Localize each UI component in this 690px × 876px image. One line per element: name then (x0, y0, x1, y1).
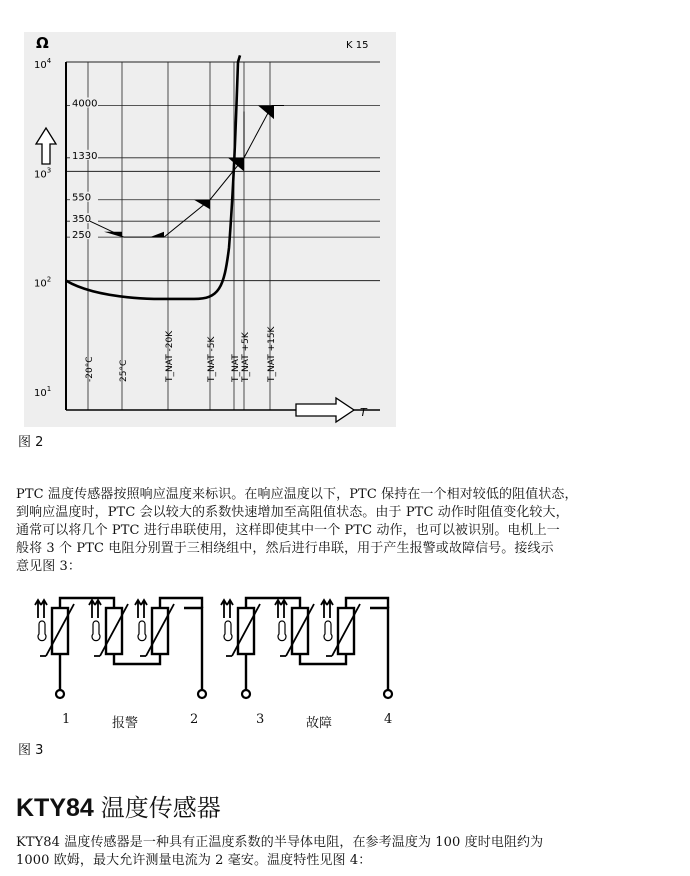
x-marker-label: -20°C (85, 356, 95, 382)
thermometer-icon (138, 621, 146, 641)
unit-symbol: Ω (36, 34, 49, 52)
paragraph-line: PTC 温度传感器按照响应温度来标识。在响应温度以下，PTC 保持在一个相对较低的阻值状态， (16, 487, 578, 502)
heat-arrows-icon (135, 600, 147, 618)
x-axis-label: T (360, 406, 367, 419)
x-marker-label: T_NAT -5K (207, 336, 217, 382)
paragraph-kty84-description (16, 834, 680, 870)
paragraph-line: 般将 3 个 PTC 电阻分别置于三相绕组中，然后进行串联，用于产生报警或故障信号。接线示 (16, 541, 554, 556)
heat-arrows-icon (321, 600, 333, 618)
heat-arrows-icon (35, 600, 47, 618)
alarm-label: 报警 (112, 716, 139, 731)
thermometer-icon (92, 621, 100, 641)
x-marker-label: T_NAT -20K (165, 330, 175, 382)
wiring-group-alarm (35, 598, 206, 698)
y-decade-label: $10^4$ (34, 57, 52, 71)
level-label: 250 (72, 230, 92, 242)
level-label: 350 (72, 214, 92, 226)
figure-3-caption: 图 3 (18, 743, 44, 758)
corner-tag: K 15 (346, 40, 369, 51)
heat-arrows-icon (275, 600, 287, 618)
section-heading-kty84 (16, 788, 221, 823)
level-label: 1330 (72, 150, 98, 162)
terminal-circle (198, 690, 206, 698)
terminal-2-label: 2 (190, 712, 199, 727)
wire (160, 598, 202, 608)
x-marker-label: T_NAT +5K (241, 332, 251, 382)
paragraph-line: 意见图 3： (16, 559, 82, 574)
level-label: 4000 (72, 98, 98, 110)
figure-2-caption: 图 2 (18, 435, 44, 450)
paragraph-line: 通常可以将几个 PTC 进行串联使用，这样即使其中一个 PTC 动作，也可以被识别。电机上一 (16, 523, 560, 538)
wire (114, 654, 160, 664)
level-label: 550 (72, 192, 92, 204)
figure-2-ptc-chart (24, 32, 396, 427)
y-decade-label: $10^3$ (34, 166, 52, 181)
terminal-circle (56, 690, 64, 698)
wire (184, 608, 202, 690)
wire (370, 608, 388, 690)
y-decade-label: $10^2$ (34, 275, 52, 290)
wiring-group-fault (221, 598, 392, 698)
y-decade-label: $10^1$ (34, 385, 52, 399)
terminal-3-label: 3 (256, 712, 265, 727)
thermometer-icon (278, 621, 286, 641)
figure-3-wiring-diagram (24, 592, 404, 704)
paragraph-line: 1000 欧姆，最大允许测量电流为 2 毫安。温度特性见图 4： (16, 853, 372, 868)
thermometer-icon (324, 621, 332, 641)
section-title-cn: 温度传感器 (100, 794, 221, 822)
terminal-circle (384, 690, 392, 698)
wire (346, 598, 388, 608)
paragraph-line: KTY84 温度传感器是一种具有正温度系数的半导体电阻，在参考温度为 100 度时电阻约为 (16, 835, 544, 850)
terminal-circle (242, 690, 250, 698)
thermometer-icon (38, 621, 46, 641)
thermometer-icon (224, 621, 232, 641)
terminal-4-label: 4 (384, 712, 393, 727)
heat-arrows-icon (89, 600, 101, 618)
paragraph-line: 到响应温度时，PTC 会以较大的系数快速增加至高阻值状态。由于 PTC 动作时阻值变化较大， (16, 505, 569, 520)
paragraph-ptc-description (16, 486, 680, 576)
x-marker-label: T_NAT +15K (267, 326, 277, 382)
fault-label: 故障 (306, 716, 333, 731)
section-title-latin: KTY84 (16, 794, 94, 822)
wire (60, 598, 114, 608)
x-marker-label: 25°C (119, 359, 129, 382)
heat-arrows-icon (221, 600, 233, 618)
wire (300, 654, 346, 664)
wire (246, 598, 300, 608)
x-marker-label: T_NAT (231, 354, 241, 382)
terminal-1-label: 1 (62, 712, 71, 727)
